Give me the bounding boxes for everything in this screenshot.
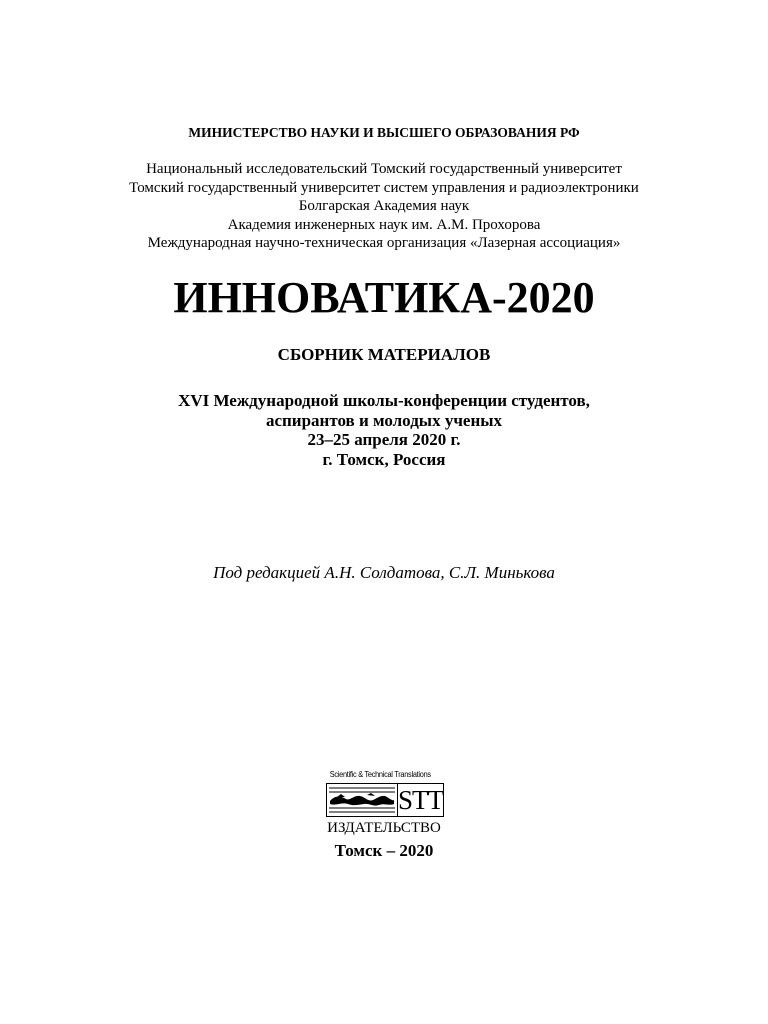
organizations-list [0,160,768,253]
organization-line: Академия инженерных наук им. А.М. Прохорова [227,216,541,233]
logo-box [326,783,444,817]
conference-location: г. Томск, Россия [322,449,446,469]
conference-line: XVI Международной школы-конференции студентов, [178,391,590,410]
ministry-heading: МИНИСТЕРСТВО НАУКИ И ВЫСШЕГО ОБРАЗОВАНИЯ РФ [188,125,580,140]
editors-line: Под редакцией А.Н. Солдатова, С.Л. Минькова [213,563,555,582]
organization-line: Болгарская Академия наук [298,198,470,214]
publisher-label: ИЗДАТЕЛЬСТВО [327,820,441,836]
city-year: Томск – 2020 [334,841,434,860]
conference-line: аспирантов и молодых ученых [265,410,503,430]
document-title: ИННОВАТИКА-2020 [173,273,595,322]
organization-line: Международная научно-техническая организация «Лазерная ассоциация» [147,235,621,251]
globe-stripes-logo-icon [327,784,398,816]
organization-line: Томский государственный университет систем управления и радиоэлектроники [129,179,639,196]
logo-letters: STT [398,785,444,815]
conference-dates: 23–25 апреля 2020 г. [307,430,461,449]
conference-description [0,391,768,469]
document-subtitle: СБОРНИК МАТЕРИАЛОВ [277,345,491,364]
logo-tagline: Scientific & Technical Translations [329,770,431,779]
publisher-logo [326,770,444,817]
organization-line: Национальный исследовательский Томский государственный университет [146,161,622,177]
